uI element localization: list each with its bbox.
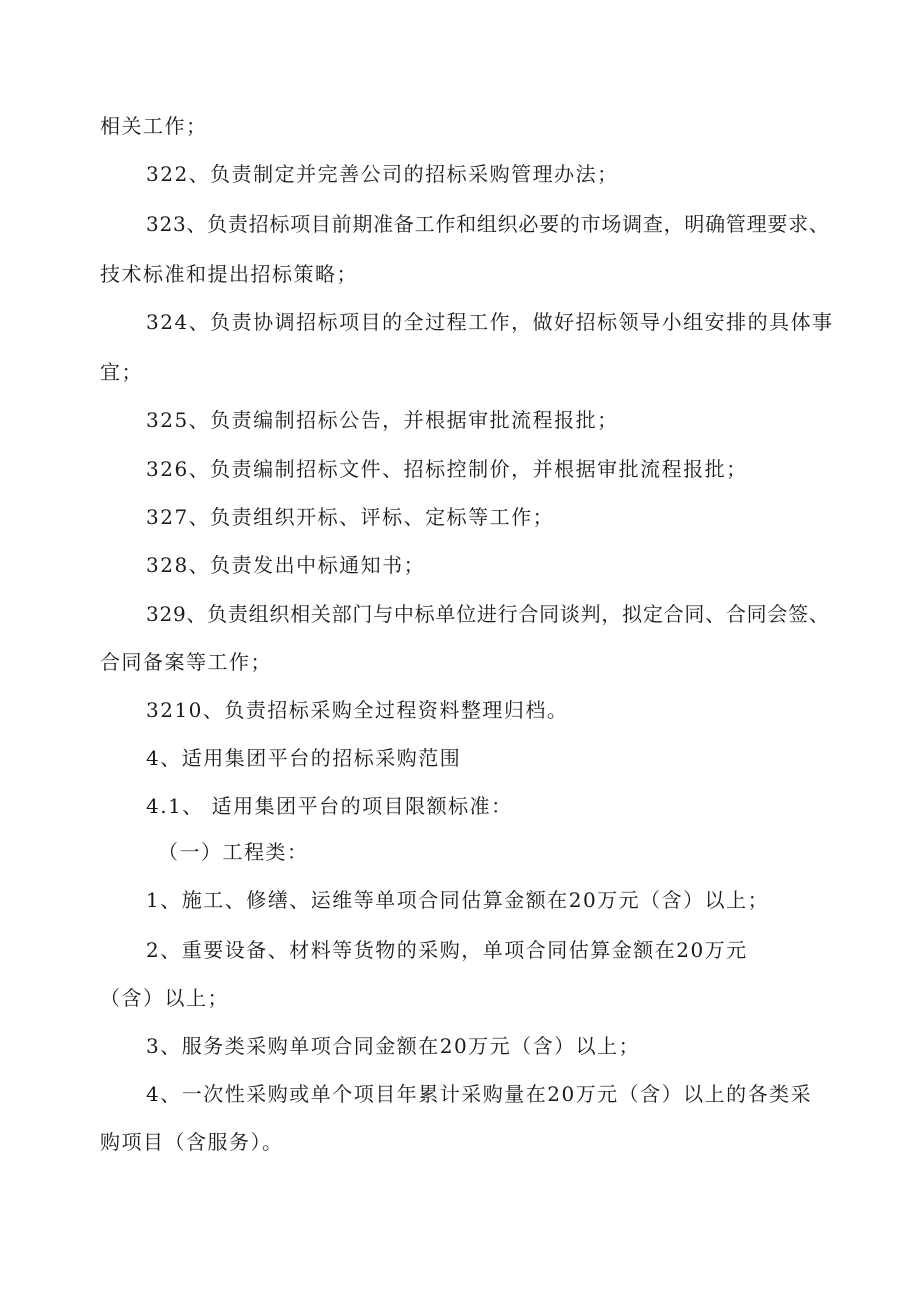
- text-line: 326、负责编制招标文件、招标控制价，并根据审批流程报批；: [146, 457, 748, 481]
- text-line: 2、重要设备、材料等货物的采购，单项合同估算金额在20万元: [146, 938, 748, 962]
- text-line: 323、负责招标项目前期准备工作和组织必要的市场调查，明确管理要求、: [146, 212, 830, 236]
- text-line: 技术标准和提出招标策略；: [100, 262, 358, 286]
- text-line: 4、一次性采购或单个项目年累计采购量在20万元（含）以上的各类采: [146, 1082, 813, 1106]
- text-line: 324、负责协调招标项目的全过程工作，做好招标领导小组安排的具体事: [146, 310, 834, 334]
- text-line: 宜；: [100, 360, 143, 384]
- text-line: 322、负责制定并完善公司的招标采购管理办法；: [146, 162, 619, 186]
- text-line: （含）以上；: [100, 986, 229, 1010]
- text-line: 3、服务类采购单项合同金额在20万元（含）以上；: [146, 1034, 641, 1058]
- text-line: 329、负责组织相关部门与中标单位进行合同谈判，拟定合同、合同会签、: [146, 602, 830, 626]
- text-line: 3210、负责招标采购全过程资料整理归档。: [146, 698, 569, 722]
- text-line: 327、负责组织开标、评标、定标等工作；: [146, 505, 555, 529]
- text-line: 合同备案等工作；: [100, 650, 272, 674]
- text-line: 325、负责编制招标公告，并根据审批流程报批；: [146, 408, 619, 432]
- text-line: （一）工程类：: [158, 840, 309, 864]
- text-line: 相关工作；: [100, 114, 208, 138]
- text-line: 1、施工、修缮、运维等单项合同估算金额在20万元（含）以上；: [146, 888, 770, 912]
- text-line: 328、负责发出中标通知书；: [146, 553, 426, 577]
- text-line: 购项目（含服务）。: [100, 1130, 284, 1154]
- text-line: 4、适用集团平台的招标采购范围: [146, 746, 462, 770]
- text-line: 4.1、 适用集团平台的项目限额标准：: [146, 794, 513, 818]
